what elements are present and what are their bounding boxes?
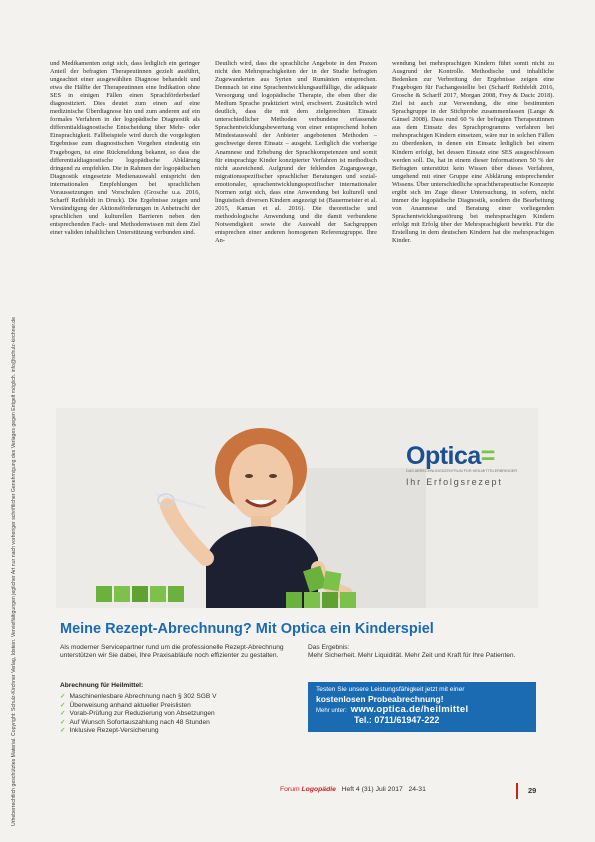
ad-intro-text: Als moderner Servicepartner rund um die professionelle Rezept-Abrechnung unterstützen wir Sie dabei, Ihre Praxisabläufe noch effizienter zu gestalten. <box>60 644 284 660</box>
checkmark-icon: ✓ <box>60 701 66 709</box>
brand-tagline: Ihr Erfolgsrezept <box>406 477 503 487</box>
page-footer <box>280 786 560 800</box>
woman-with-blocks-illustration <box>56 408 538 608</box>
brand-mark: = <box>480 442 496 470</box>
journal-name: Forum Logopädie <box>280 786 336 793</box>
copyright-notice: Urheberrechtlich geschütztes Material. Copyright: Schulz-Kirchner Verlag, Idstein. Vervielfältigungen jeglicher Art nur nach vorheriger schriftlicher Genehmigung des Verlages gegen Entgelt möglich. info@schulz-kirchner.de <box>11 317 17 826</box>
result-text: Mehr Sicherheit. Mehr Liquidität. Mehr Zeit und Kraft für Ihre Patienten. <box>308 652 516 660</box>
article-body <box>40 60 555 400</box>
cta-phone: Tel.: 0711/61947-222 <box>354 715 440 725</box>
cta-line-1: Testen Sie unsere Leistungsfähigkeit jetzt mit einer <box>316 686 465 693</box>
list-item: ✓ Maschinenlesbare Abrechnung nach § 302 SGB V <box>60 693 217 700</box>
list-item: ✓ Inklusive Rezept-Versicherung <box>60 727 159 735</box>
list-item: ✓ Überweisung anhand aktueller Preislisten <box>60 701 191 709</box>
checkmark-icon: ✓ <box>60 710 66 718</box>
brand-name: Optica <box>406 442 481 470</box>
optica-logo <box>406 442 538 500</box>
optica-advertisement <box>56 408 538 754</box>
cta-line-2: kostenlosen Probeabrechnung! <box>316 694 444 704</box>
result-label: Das Ergebnis: <box>308 644 350 651</box>
checkmark-icon: ✓ <box>60 718 66 726</box>
article-column-1: und Medikamenten zeigt sich, dass lediglich ein geringer Anteil der befragten Therapeutinnen gezielt ausführt, ungeachtet einer ausgewählten Diagnose behandelt und etwa die Hälfte der Therapeutinnen eine Indikation ohne SES in einigen Fällen einen Sprachförderbedarf diagnostiziert. Dies deutet zum einen auf eine medizinische Überdiagnose hin und zum anderen auf ein formales Verfahren in der logopädische Diagnostik als differentialdiagnostische Entscheidung über Mehr- oder Einsprachigkeit. Fallbeispiele wird durch die vorgelegten Ergebnisse zum diagnostischen Vorgehen eindeutig ein Fragebogen, ist eine Rückmeldung bekannt, so dass die differentialdiagnostische logopädische Abklärung dringend zu empfehlen. Die in Rahmen der logopädischen Diagnostik eingesetzte Medienauswahl entspricht den internationalen Empfehlungen bei sprachlichen Voraussetzungen und Vorschulen (Grosche u.a. 2016, Scharff Rethfeldt in Druck). Die Ergebnisse zeigen und Verständigung der Aktionsförderungen in Anbetracht der sprachlichen und kulturellen Barrieren neben den entsprechenden Fach- und Methodenwissen mit dem Ziel einer validen inhaltlichen Unterstützung verbunden sind. <box>50 60 200 236</box>
list-item: ✓ Auf Wunsch Sofortauszahlung nach 48 Stunden <box>60 718 210 726</box>
page-range: 24-31 <box>408 786 426 793</box>
cta-more-label: Mehr unter: <box>316 708 347 714</box>
ad-headline: Meine Rezept-Abrechnung? Mit Optica ein Kinderspiel <box>60 621 434 637</box>
list-item: ✓ Vorab-Prüfung zur Reduzierung von Absetzungen <box>60 710 215 718</box>
ad-result <box>308 644 538 661</box>
brand-subline: DAS ABRECHNUNGSZENTRUM FÜR HEILMITTELERBRINGER <box>406 469 518 473</box>
footer-divider <box>516 783 518 799</box>
article-column-3: wendung bei mehrsprachigen Kindern führt somit nicht zu Ausgrund der Kontrolle. Methodische und inhaltliche Bedenken zur Verbreitung der Ergebnisse zeigen eine Fragebogen für Fachangestellte bei (Scharff Rethfeldt 2016, Grosche & Scharff 2017, Morgan 2008, Frey & Dacic 2018). Ziel ist auch zur Verwendung, die eine bestimmten Sprachgruppe in der Stichprobe zusammenfassen (Lange & Gänsel 2008). Dass rund 60 % der befragten Therapeutinnen aus dem Einsatz des Sprachprogramms verfahren bei mehrsprachigen Kindern einsetzen, wäre nur in solchen Fällen zu überdenken, in denen ein Einsatz lediglich bei einem Kindern erfolgt, bei dessen Einsatz eine SES ausgeschlossen werden soll. Da, hat in einem dieser Informationen 50 % der Befragten unterstützt kein Wissen über dieses Verfahren, umgehend mit einer Gruppe eine Abklärung entsprechender Wissens. Über unterschiedliche sprachtherapeutische Konzepte ergibt sich im Zuge dieser Untersuchung, in sofern, nicht immer die logopädische Diagnostik, sondern die Bearbeitung von Anamnese und Beratung einer vorliegenden Sprachentwicklungsstörung bei mehrsprachigen Kindern erfolgt mit Erfolg über der Mehrsprachigkeit bewirkt. Für die Erstellung in dem deutschen Kindern hat die mehrsprachigen Kinder. <box>392 60 554 245</box>
ad-call-to-action <box>308 682 536 732</box>
ad-photo <box>56 408 538 608</box>
checkmark-icon: ✓ <box>60 693 66 700</box>
cta-url-link[interactable]: www.optica.de/heilmittel <box>350 704 469 715</box>
page-number: 29 <box>528 786 537 795</box>
ad-benefit-list <box>60 693 300 736</box>
article-column-2: Deutlich wird, dass die sprachliche Angebote in den Praxen nicht den Mehrsprachigkeiten der in der Studie befragten Zugewanderten aus Syrien und Rumänien entsprechen. Demnach ist eine Sprachentwicklungsauffällige, die adäquate Versorgung und logopädische Therapie, die eben über die Medium Sprache praktiziert wird, erschwert. Zusätzlich wird deutlich, dass die mit dem zielgerechten Einsatz unterschiedlicher Methoden verbundene erfassende Sprachentwicklungsbewertung von einer entsprechend hohen Mindestauswahl der Anbieter angebotenen Methoden – geschweige deren Einsatz – ausgeht. Lediglich die vorherige Anamnese und Erhebung der Sprachkompetenzen und somit für einsprachige Kinder konzipierter Verfahren ist methodisch nicht ausreichend. Aufgrund der fehlenden Zugangswege, migrationsspezifischer sprachlicher Beratungen und sozial-emotionaler, sprachentwicklungsspezifischer internationaler Normen zeigt sich, dass eine Anwendung bei kulturell und linguistisch diversen Kindern angezeigt ist (Bauermeister et al. 2015, Kaman et al. 2016). Die theoretische und methodologische Anwendung und die damit verbundene Notwendigkeit sowie die Auswahl der Sachgruppen entsprechen einer anderen homogenen Referenzgruppe. Ihre An- <box>215 60 377 245</box>
issue-info: Heft 4 (31) Juli 2017 <box>341 786 403 793</box>
ad-list-heading: Abrechnung für Heilmittel: <box>60 682 144 689</box>
checkmark-icon: ✓ <box>60 727 66 735</box>
